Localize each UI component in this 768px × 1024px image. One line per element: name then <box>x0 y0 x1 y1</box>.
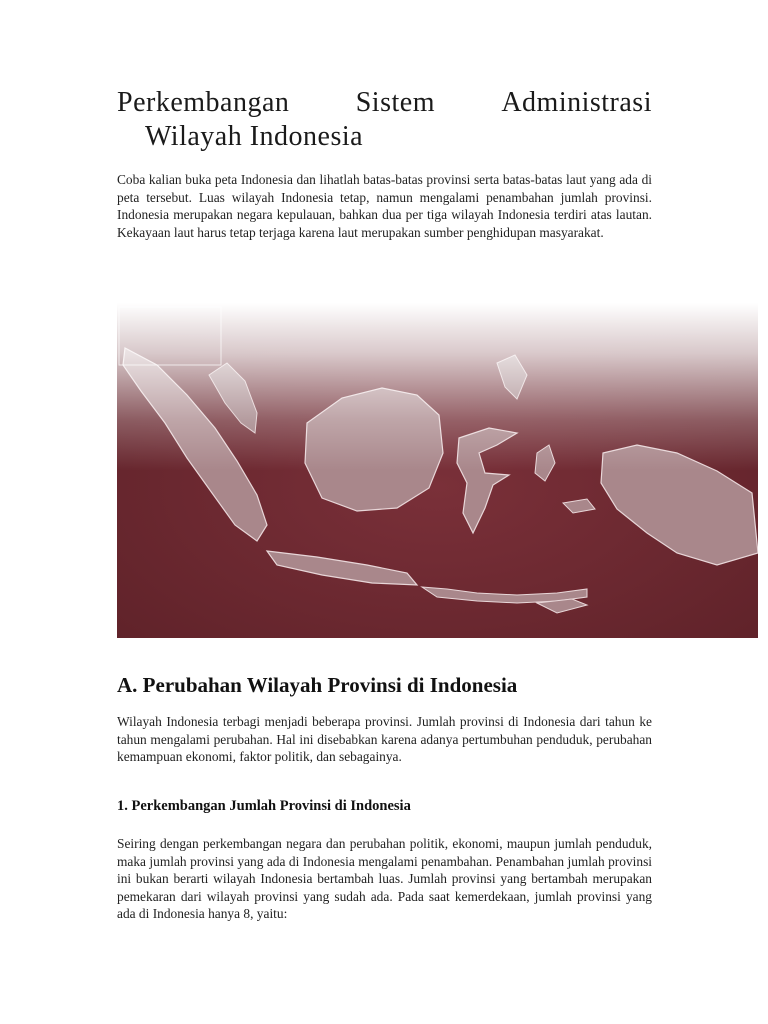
title-word-3: Administrasi <box>501 87 652 118</box>
document-title <box>117 86 652 154</box>
map-graphic <box>117 303 758 638</box>
map-top-fade <box>117 303 758 638</box>
subsection-1-paragraph: Seiring dengan perkembangan negara dan perubahan politik, ekonomi, maupun jumlah penduduk, maka jumlah provinsi yang ada di Indonesia mengalami penambahan. Penambahan jumlah provinsi ini bukan berarti wilayah Indonesia bertambah luas. Jumlah provinsi yang bertambah merupakan pemekaran dari wilayah provinsi yang sudah ada. Pada saat kemerdekaan, jumlah provinsi yang ada di Indonesia hanya 8, yaitu: <box>117 836 652 921</box>
title-word-1: Perkembangan <box>117 87 290 118</box>
section-a-heading: A. Perubahan Wilayah Provinsi di Indonesia <box>117 673 518 697</box>
indonesia-map-image <box>117 303 758 638</box>
title-line-1 <box>117 86 652 120</box>
section-a-paragraph: Wilayah Indonesia terbagi menjadi beberapa provinsi. Jumlah provinsi di Indonesia dari tahun ke tahun mengalami perubahan. Hal ini disebabkan karena adanya pertumbuhan penduduk, perubahan kemampuan ekonomi, faktor politik, dan sebagainya. <box>117 714 652 764</box>
title-line-2: Wilayah Indonesia <box>145 121 364 152</box>
title-word-2: Sistem <box>355 87 435 118</box>
intro-paragraph: Coba kalian buka peta Indonesia dan lihatlah batas-batas provinsi serta batas-batas laut yang ada di peta tersebut. Luas wilayah Indonesia tetap, namun mengalami penambahan jumlah provinsi. Indonesia merupakan negara kepulauan, bahkan dua per tiga wilayah Indonesia terdiri atas lautan. Kekayaan laut harus tetap terjaga karena laut merupakan sumber penghidupan masyarakat. <box>117 172 652 240</box>
subsection-1-heading: 1. Perkembangan Jumlah Provinsi di Indonesia <box>117 798 411 814</box>
